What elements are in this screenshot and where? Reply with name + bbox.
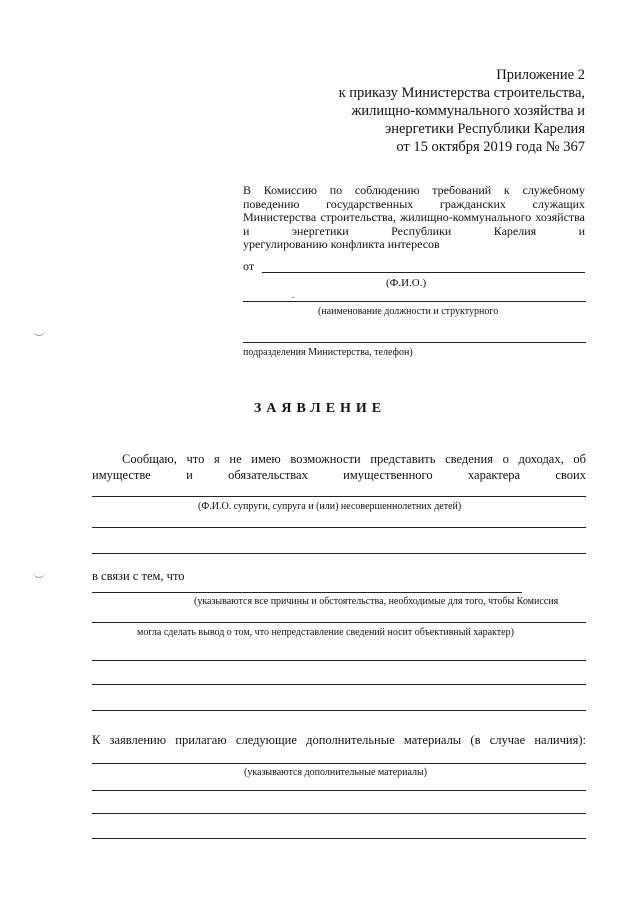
reason-field[interactable] (92, 592, 522, 593)
spouse-field[interactable] (92, 496, 586, 497)
addressee-text: В Комиссию по соблюдению требований к служебному поведению государственных гражданских служащих Министерства строительства, жилищно-коммунального хозяйства и энергетики Республики Карелия и (243, 183, 585, 238)
attachments-caption: (указываются дополнительные материалы) (244, 767, 428, 778)
position-field[interactable] (243, 301, 586, 302)
fio-caption: (Ф.И.О.) (386, 277, 427, 289)
attachments-field[interactable] (92, 763, 586, 764)
attachments-field-4[interactable] (92, 838, 586, 839)
position-caption: (наименование должности и структурного (318, 306, 499, 317)
reason-caption-1: (указываются все причины и обстоятельства, необходимые для того, чтобы Комиссия (194, 596, 559, 607)
reason-field-3[interactable] (92, 660, 586, 661)
margin-mark (33, 571, 45, 578)
scan-speck (292, 297, 294, 298)
margin-mark (33, 329, 45, 336)
appendix-line-5: от 15 октября 2019 года № 367 (396, 139, 585, 155)
division-field[interactable] (243, 342, 586, 343)
addressee-last-line: урегулированию конфликта интересов (243, 237, 440, 251)
spouse-field-3[interactable] (92, 553, 586, 554)
document-title: ЗАЯВЛЕНИЕ (253, 401, 387, 416)
appendix-line-2: к приказу Министерства строительства, (338, 85, 585, 101)
reason-field-4[interactable] (92, 684, 586, 685)
reason-field-5[interactable] (92, 710, 586, 711)
appendix-line-1: Приложение 2 (496, 67, 585, 83)
attachments-field-2[interactable] (92, 790, 586, 791)
from-label: от (243, 259, 255, 273)
reason-label: в связи с тем, что (92, 569, 185, 583)
spouse-field-2[interactable] (92, 527, 586, 528)
division-caption: подразделения Министерства, телефон) (243, 347, 413, 358)
appendix-line-4: энергетики Республики Карелия (384, 121, 585, 137)
appendix-header (339, 66, 585, 156)
fio-field[interactable] (262, 272, 585, 273)
statement-line-2: имуществе и обязательствах имущественного характера своих (92, 468, 586, 482)
reason-field-2[interactable] (92, 622, 586, 623)
attachments-line: К заявлению прилагаю следующие дополнительные материалы (в случае наличия): (92, 733, 586, 747)
statement-line-1: Сообщаю, что я не имею возможности представить сведения о доходах, об (122, 452, 586, 466)
spouse-caption: (Ф.И.О. супруги, супруга и (или) несовершеннолетних детей) (198, 501, 462, 512)
reason-caption-2: могла сделать вывод о том, что непредставление сведений носит объективный характер) (137, 627, 514, 638)
addressee-block (243, 184, 585, 252)
appendix-line-3: жилищно-коммунального хозяйства и (351, 103, 585, 119)
attachments-field-3[interactable] (92, 813, 586, 814)
